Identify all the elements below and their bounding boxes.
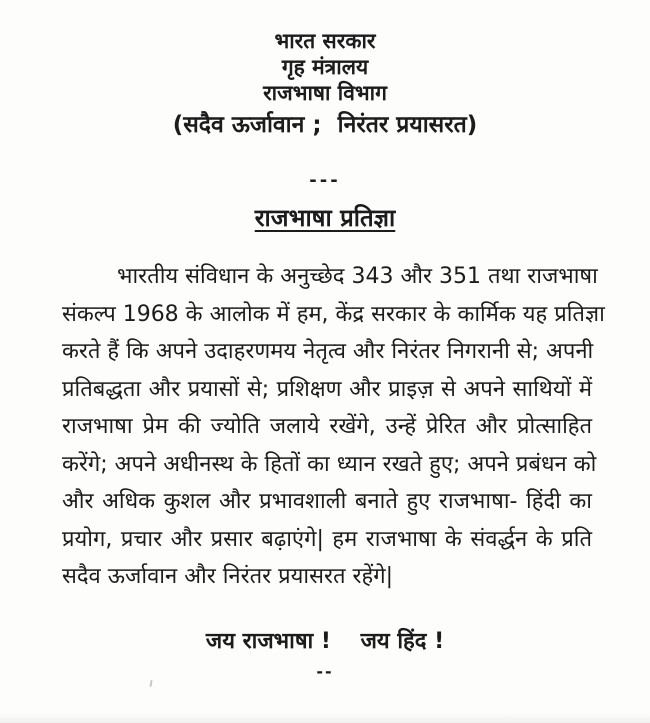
slogan-jai-hind: जय हिंद !	[360, 628, 445, 654]
document-title-text: राजभाषा प्रतिज्ञा	[254, 204, 396, 232]
letterhead	[0, 28, 650, 140]
pledge-line: करेंगे; अपने अधीनस्थ के हितों का ध्यान रखते हुए; अपने प्रबंधन को	[62, 451, 597, 477]
closing-slogans	[0, 628, 650, 656]
letterhead-government: भारत सरकार	[274, 29, 376, 53]
scan-speck-artifact	[149, 680, 152, 687]
pledge-line: प्रतिबद्धता और प्रयासों से; प्रशिक्षण और प्राइज़ से अपने साथियों में	[62, 376, 592, 402]
letterhead-department: राजभाषा विभाग	[263, 81, 387, 105]
pledge-line: करते हैं कि अपने उदाहरणमय नेतृत्व और निरंतर निगरानी से; अपनी	[62, 339, 594, 364]
pledge-line: संकल्प 1968 के आलोक में हम, केंद्र सरकार के कार्मिक यह प्रतिज्ञा	[62, 301, 605, 327]
pledge-line: भारतीय संविधान के अनुच्छेद 343 और 351 तथा राजभाषा	[117, 264, 598, 289]
pledge-line: प्रयोग, प्रचार और प्रसार बढ़ाएंगे| हम राजभाषा के संवर्द्धन के प्रति	[62, 526, 592, 552]
pledge-line: राजभाषा प्रेम की ज्योति जलाये रखेंगे, उन्हें प्रेरित और प्रोत्साहित	[62, 414, 592, 439]
document-title	[0, 202, 650, 234]
letterhead-motto: (सदैव ऊर्जावान ; निरंतर प्रयासरत)	[172, 112, 478, 138]
bottom-separator-dashes: --	[316, 661, 334, 681]
pledge-paragraph	[62, 258, 605, 596]
pledge-line: और अधिक कुशल और प्रभावशाली बनाते हुए राजभाषा- हिंदी का	[62, 489, 592, 514]
slogan-jai-rajbhasha: जय राजभाषा !	[205, 628, 331, 654]
letterhead-ministry: गृह मंत्रालय	[281, 55, 369, 79]
pledge-line: सदैव ऊर्जावान और निरंतर प्रयासरत रहेंगे|	[62, 564, 393, 589]
top-separator-dashes: ---	[309, 170, 341, 191]
